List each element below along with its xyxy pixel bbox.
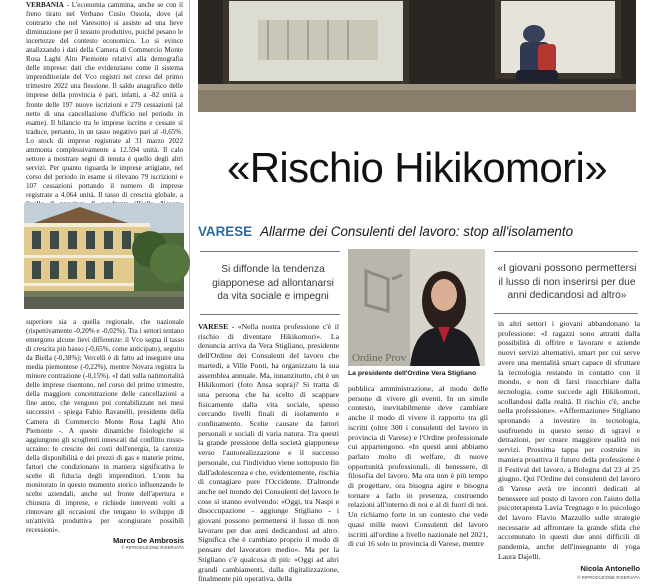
portrait-photo-text: Ordine Prov bbox=[352, 352, 407, 364]
subheadline bbox=[198, 224, 636, 239]
building-photo bbox=[24, 203, 184, 309]
person-by-window-photo bbox=[198, 0, 636, 112]
subhead-city: VARESE bbox=[198, 224, 253, 239]
pull-quote-right: «I giovani possono permettersi il lusso di non inserirsi per due anni dedicandosi ad altro» bbox=[497, 263, 637, 302]
pull-right-top-rule bbox=[494, 251, 638, 252]
subhead-deck: Allarme dei Consulenti del lavoro: stop all'isolamento bbox=[260, 224, 574, 239]
portrait-photo bbox=[348, 249, 485, 366]
main-article-column-1-text: - «Nella nostra professione c'è il rischio di diventare Hikikomori». La denuncia arriva da Vera Stigliano, presidente dell'Ordine dei Consulenti del lavoro che martedì, a Ville Ponti, ha organizzato la sua assemblea annuale. Ma, innanzitutto, chi è un Hikikomori (foto Ansa sopra)? Si tratta di una persona che ha scelto di scappare fisicamente dalla vita sociale, spesso cercando livelli finali di isolamento e confinamento. Scelte causate da fattori personali e sociali di varia natura. Tra questi la grande pressione della società giapponese verso l'autorealizzazione e il successo personale, cui l'individuo viene sottoposto fin dall'adolescenza e che, evidentemente, rischia di contagiare pure l'Occidente. D'altronde anche nel mondo dei Consulenti del lavoro le cose si stanno evolvendo: «Oggi, tra Naspi e disoccupazione - aggiunge Stigliano - i giovani possono permettersi il lusso di non lavorare per due anni dedicandosi ad altro. Significa che è cambiato proprio il modo di pensare del lavoratore medio». Ma per la Stigliano c'è qualcosa di più: «Oggi ad altri grandi cambiamenti, dalla digitalizzazione, finalmente più operativa, della bbox=[198, 322, 339, 584]
main-article-column-3 bbox=[498, 319, 640, 583]
left-article-body bbox=[0, 0, 189, 227]
pull-quote-left: Si diffonde la tendenza giapponese ad allontanarsi da vita sociale e impegni bbox=[212, 264, 334, 303]
main-article-copyright: © RIPRODUZIONE RISERVATA bbox=[577, 575, 640, 581]
main-article-signature: Nicola Antonello bbox=[580, 563, 640, 573]
headline: «Rischio Hikikomori» bbox=[226, 144, 608, 191]
left-article-city: VERBANIA bbox=[26, 1, 64, 9]
pull-left-bottom-rule bbox=[200, 314, 340, 315]
photo-caption: La presidente dell'Ordine Vera Stigliano bbox=[348, 370, 477, 377]
left-article-continued bbox=[26, 318, 184, 550]
pull-left-top-rule bbox=[200, 251, 340, 252]
left-article-copyright: © RIPRODUZIONE RISERVATA bbox=[121, 545, 184, 551]
main-article-column-1 bbox=[198, 322, 339, 584]
left-article-continued-text: superiore sia a quella regionale, che nazionale (rispettivamente -0,20% e -0,02%). Tra i settori tentano emergono alcune lievi differenze: il Vco segna il tasso di crescita più basso (-0,65%, come anticipato), seguito da Biella (-0,38%); Vercelli è di fatto ad inseguire una media piemontese (-0,22%), mentre Novara registra la minore contrazione (-0,15%). «I dati sulla natimortalità delle imprese risentono, nel corso del primo trimestre, della maggiore concentrazione delle cancellazioni a fine anno, che vengono poi contabilizzate nei mesi successivi - spiega Fabio Ravanelli, presidente della Camera di Commercio Monte Rosa Laghi Alto Piemonte -. A queste dinamiche fisiologiche si aggiungono gli scoglienti innescati dal conflitto russo-ucraino: le crescite dei costi dell'energia, la carenza della disponibilità e dei prezzi di gas e materie prime, fattori che condizionano in maniera significativa le scelte di fiducia degli imprenditori. L'ente ha monitorato in questo momento storico influenzando le scelte aziendali, anche sul fronte dell'apertura e chiusura di imprese, e richiede interventi volti a rinnovare gli occasioni che tengano lo sviluppo di un'attività produttiva per scongiurare possibili recessioni». bbox=[26, 318, 184, 535]
pull-right-bottom-rule bbox=[494, 313, 638, 314]
left-article-text: - L'economia cammina, anche se con il freno tirato nel Verbano Cusio Ossola, dove (al contrario che nel Varesotto) si assiste ad una lieve diminuzione per il tessuto produttivo, poiché pesano le incertezze del contesto economico. Lo si evince analizzando i dati della Camera di Commercio Monte Rosa Laghi Alto Piemonte relativi alla demografia delle imprese: dati che evidenziano come il sistema imprenditoriale del Vco registri nel corso del primo trimestre 2022 una flessione. Il saldo anagrafico delle imprese della provincia è pari, infatti, a -82 unità a fronte delle 197 nuove iscrizioni e 279 cessazioni (al netto di una cancellazione d'ufficio nel periodo in esame). Il bilancio tra le imprese iscritte e cessate si traduce, pertanto, in un tasso negativo pari al -0,65%. Lo stock di imprese registrate al 31 marzo 2022 ammonta complessivamente a 12.594 unità. Il calo settore a mostrare segni di tenuta è quello degli altri servizi. Per quanto riguarda le imprese artigiane, nel corso del periodo in esame si rilevano 79 iscrizioni e 107 cessazioni portando il numero di imprese registrate a 4.064 unità. Il tasso di crescita globale, a bbox=[26, 1, 183, 199]
main-article-city: VARESE bbox=[198, 322, 229, 331]
main-article-column-3-text: in altri settori i giovani abbandonano la professione: «I ragazzi sono attratti dalla possibilità di offrire e lavorare e aziende nuovi servizi alternativi, smart per cui serve avere una mentalità smart capace di sfruttare la tecnologia restando in contatto con il mondo, e non di farsi risucchiare dalla tecnologia, come succede agli Hikikomori, scollandosi dalla realtà. Il rischio c'è, anche nella professione». «Affermazione» Stigliano spronando a investire in tecnologia, usufruendo in questo senso di sgravi e detrazioni, per creare maggiore qualità nei servizi. Prossima tappa per costruire in maniera proattiva il futuro della professione è il Festival del lavoro, a Bologna dal 23 al 25 giugno. Qui l'Ordine dei consulenti del lavoro di Varese avrà tre incontri dedicati al benessere sul posto di lavoro con l'aiuto della psicoterapeuta Lavia Tregnago e lo psicologo del lavoro Flavio Mazzullo sulle strategie necessarie ad affrontare la grande sfida che accomunato in questi due anni difficili di pandemia, anche dell'insegnante di yoga Laura Dajelli. bbox=[498, 319, 640, 561]
main-article-column-2: pubblica amministrazione, al modo delle persone di vivere gli eventi. In un simile contesto, inevitabilmente deve cambiare anche il modo di vivere il rapporto tra gli iscritti (oltre 300 i consulenti del lavoro in provincia di Varese) e l'Ordine professionale cui appartengono. «In questi anni abbiamo parlato molto di welfare, di nuove opportunità professionali, di benessere, di filosofia del lavoro. Ma ora non è più tempo di progettare, ora bisogna agire e bisogna tornare a farlo in presenza, costruendo relazioni all'interno di noi e al di fuori di noi. Un richiamo forte in un contesto che vede quasi mille nuovi Consulenti del lavoro iscritti all'ordine a livello nazionale nel 2021, di cui 16 solo in provincia di Varese, mentre bbox=[348, 384, 488, 549]
left-article-signature: Marco De Ambrosis bbox=[112, 536, 184, 546]
